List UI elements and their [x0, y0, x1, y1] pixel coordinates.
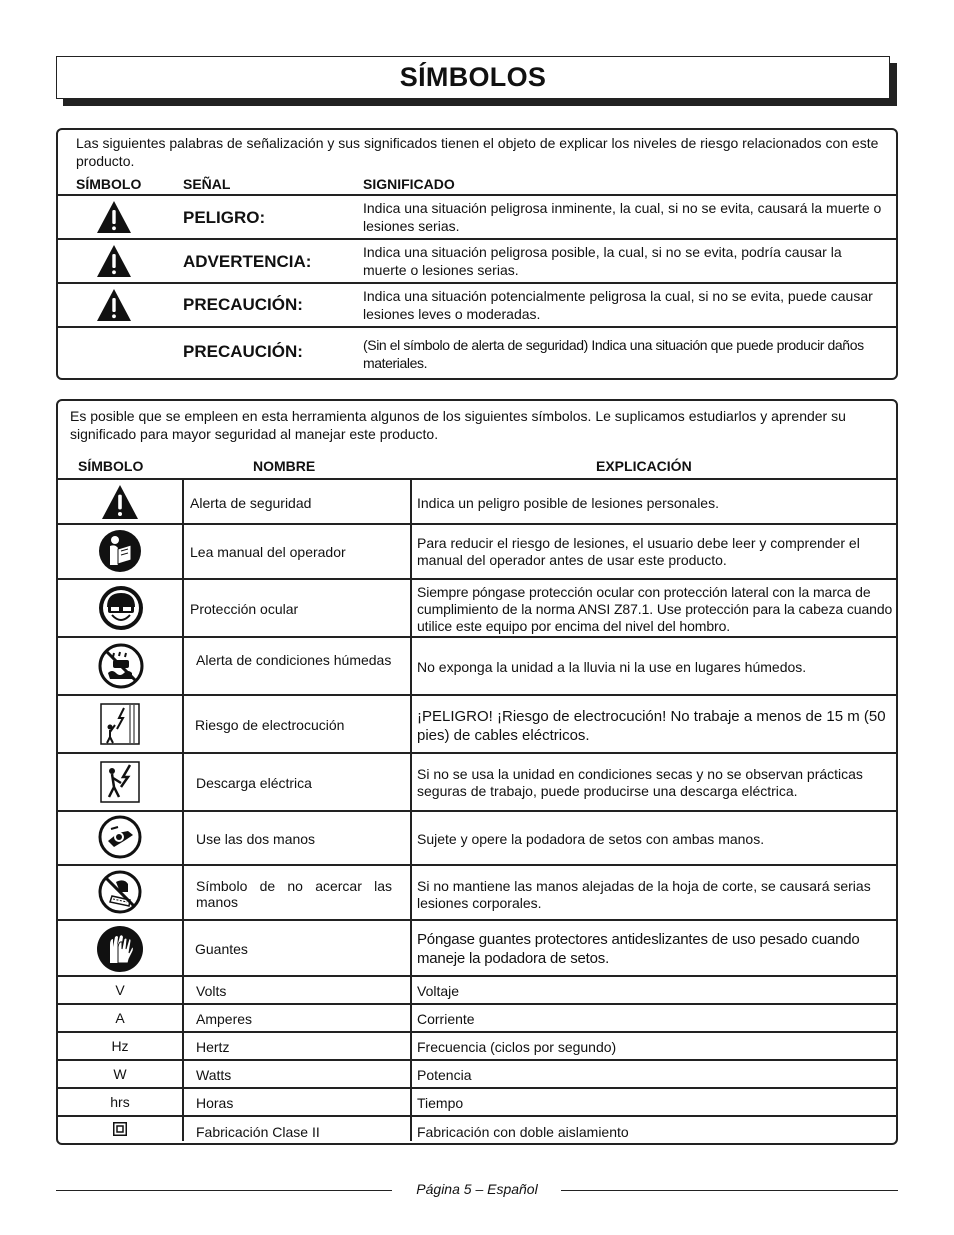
signal-text: Indica una situación peligrosa posible, la cual, si no se evita, podría causar la muerte o lesiones serias.	[363, 244, 842, 278]
symbol-name: Volts	[196, 983, 227, 999]
gloves-icon	[96, 925, 144, 973]
signal-row	[58, 240, 896, 282]
symbol-explanation: Frecuencia (ciclos por segundo)	[417, 1039, 617, 1055]
two-hands-icon	[98, 815, 142, 859]
symbol-text: Hz	[111, 1038, 129, 1054]
signal-intro: Las siguientes palabras de señalización y sus significados tienen el objeto de explicar los niveles de riesgo relacionados con este producto.	[76, 135, 879, 169]
signal-words-table	[56, 128, 898, 380]
header-name: NOMBRE	[253, 458, 316, 474]
header-explanation: EXPLICACIÓN	[596, 458, 692, 474]
symbol-name: Alerta de condiciones húmedas	[196, 652, 392, 668]
symbol-explanation: Tiempo	[417, 1095, 464, 1111]
symbol-name: Horas	[196, 1095, 234, 1111]
signal-row	[58, 196, 896, 238]
symbol-explanation: Voltaje	[417, 983, 460, 999]
read-manual-icon	[98, 529, 142, 573]
symbol-explanation: No exponga la unidad a la lluvia ni la use en lugares húmedos.	[417, 659, 807, 675]
symbol-explanation: Si no se usa la unidad en condiciones secas y no se observan prácticas seguras de trabajo, puede producirse una descarga eléctrica.	[417, 766, 863, 799]
symbol-explanation: Póngase guantes protectores antideslizantes de uso pesado cuando maneje la podadora de setos.	[417, 931, 860, 967]
symbol-name: Amperes	[196, 1011, 253, 1027]
symbols-intro: Es posible que se empleen en esta herramienta algunos de los siguientes símbolos. Le suplicamos estudiarlos y aprender su significado para mayor seguridad al manejar este producto.	[70, 408, 846, 442]
warning-triangle-icon	[96, 244, 132, 278]
symbol-explanation: Sujete y opere la podadora de setos con ambas manos.	[417, 831, 765, 847]
wet-conditions-icon	[98, 643, 144, 689]
symbol-name: Alerta de seguridad	[190, 495, 312, 511]
symbol-text: W	[113, 1066, 127, 1082]
symbol-text: hrs	[110, 1094, 130, 1110]
header-symbol: SÍMBOLO	[78, 458, 144, 474]
symbol-explanation: Corriente	[417, 1011, 475, 1027]
signal-label: PRECAUCIÓN:	[183, 342, 303, 361]
symbol-explanation: Potencia	[417, 1067, 472, 1083]
symbol-name: Riesgo de electrocución	[195, 717, 345, 733]
symbol-explanation: Fabricación con doble aislamiento	[417, 1124, 629, 1140]
signal-row	[58, 284, 896, 326]
electrocution-risk-icon	[100, 703, 140, 745]
title-banner	[56, 56, 890, 99]
signal-text: Indica una situación peligrosa inminente, la cual, si no se evita, causará la muerte o lesiones serias.	[363, 200, 882, 234]
symbol-explanation: Siempre póngase protección ocular con protección lateral con la marca de cumplimiento de la norma ANSI Z87.1. Use protección para la cabeza cuando utilice este equipo por encima del nivel del hombro.	[417, 584, 893, 634]
symbol-explanation: Indica un peligro posible de lesiones personales.	[417, 495, 719, 511]
page-title: SÍMBOLOS	[399, 62, 547, 92]
warning-triangle-icon	[96, 288, 132, 322]
signal-label: ADVERTENCIA:	[183, 252, 312, 271]
symbol-name: Guantes	[195, 941, 248, 957]
symbols-table	[56, 399, 898, 1145]
title-box	[56, 56, 890, 99]
symbol-name: Watts	[196, 1067, 232, 1083]
symbol-name: Hertz	[196, 1039, 230, 1055]
signal-label: PELIGRO:	[183, 208, 266, 227]
safety-alert-icon	[100, 484, 140, 520]
electric-shock-icon	[100, 761, 140, 803]
header-meaning: SIGNIFICADO	[363, 176, 455, 192]
symbol-text: V	[115, 982, 125, 998]
eye-protection-icon	[98, 585, 144, 631]
symbol-name: Fabricación Clase II	[196, 1124, 320, 1140]
symbol-text: A	[115, 1010, 125, 1026]
symbol-name: Descarga eléctrica	[196, 775, 312, 791]
signal-text: Indica una situación potencialmente peligrosa la cual, si no se evita, puede causar lesiones leves o moderadas.	[363, 288, 873, 322]
symbol-name: Use las dos manos	[196, 831, 316, 847]
symbol-name: Símbolo de no acercar las manos	[196, 878, 392, 910]
keep-hands-away-icon	[98, 870, 142, 914]
symbol-explanation: ¡PELIGRO! ¡Riesgo de electrocución! No trabaje a menos de 15 m (50 pies) de cables eléctricos.	[417, 708, 886, 744]
symbol-explanation: Si no mantiene las manos alejadas de la hoja de corte, se causará serias lesiones corporales.	[417, 878, 871, 911]
symbol-explanation: Para reducir el riesgo de lesiones, el usuario debe leer y comprender el manual del operador antes de usar este producto.	[417, 535, 860, 568]
signal-text: (Sin el símbolo de alerta de seguridad) Indica una situación que puede producir daños materiales.	[363, 337, 864, 371]
symbol-name: Lea manual del operador	[190, 544, 346, 560]
signal-row	[58, 328, 896, 376]
symbol-name: Protección ocular	[190, 601, 299, 617]
class-ii-icon	[113, 1122, 127, 1136]
signal-label: PRECAUCIÓN:	[183, 295, 303, 314]
header-symbol: SÍMBOLO	[76, 176, 142, 192]
warning-triangle-icon	[96, 200, 132, 234]
page-footer: Página 5 – Español	[416, 1181, 538, 1197]
header-signal: SEÑAL	[183, 176, 231, 192]
